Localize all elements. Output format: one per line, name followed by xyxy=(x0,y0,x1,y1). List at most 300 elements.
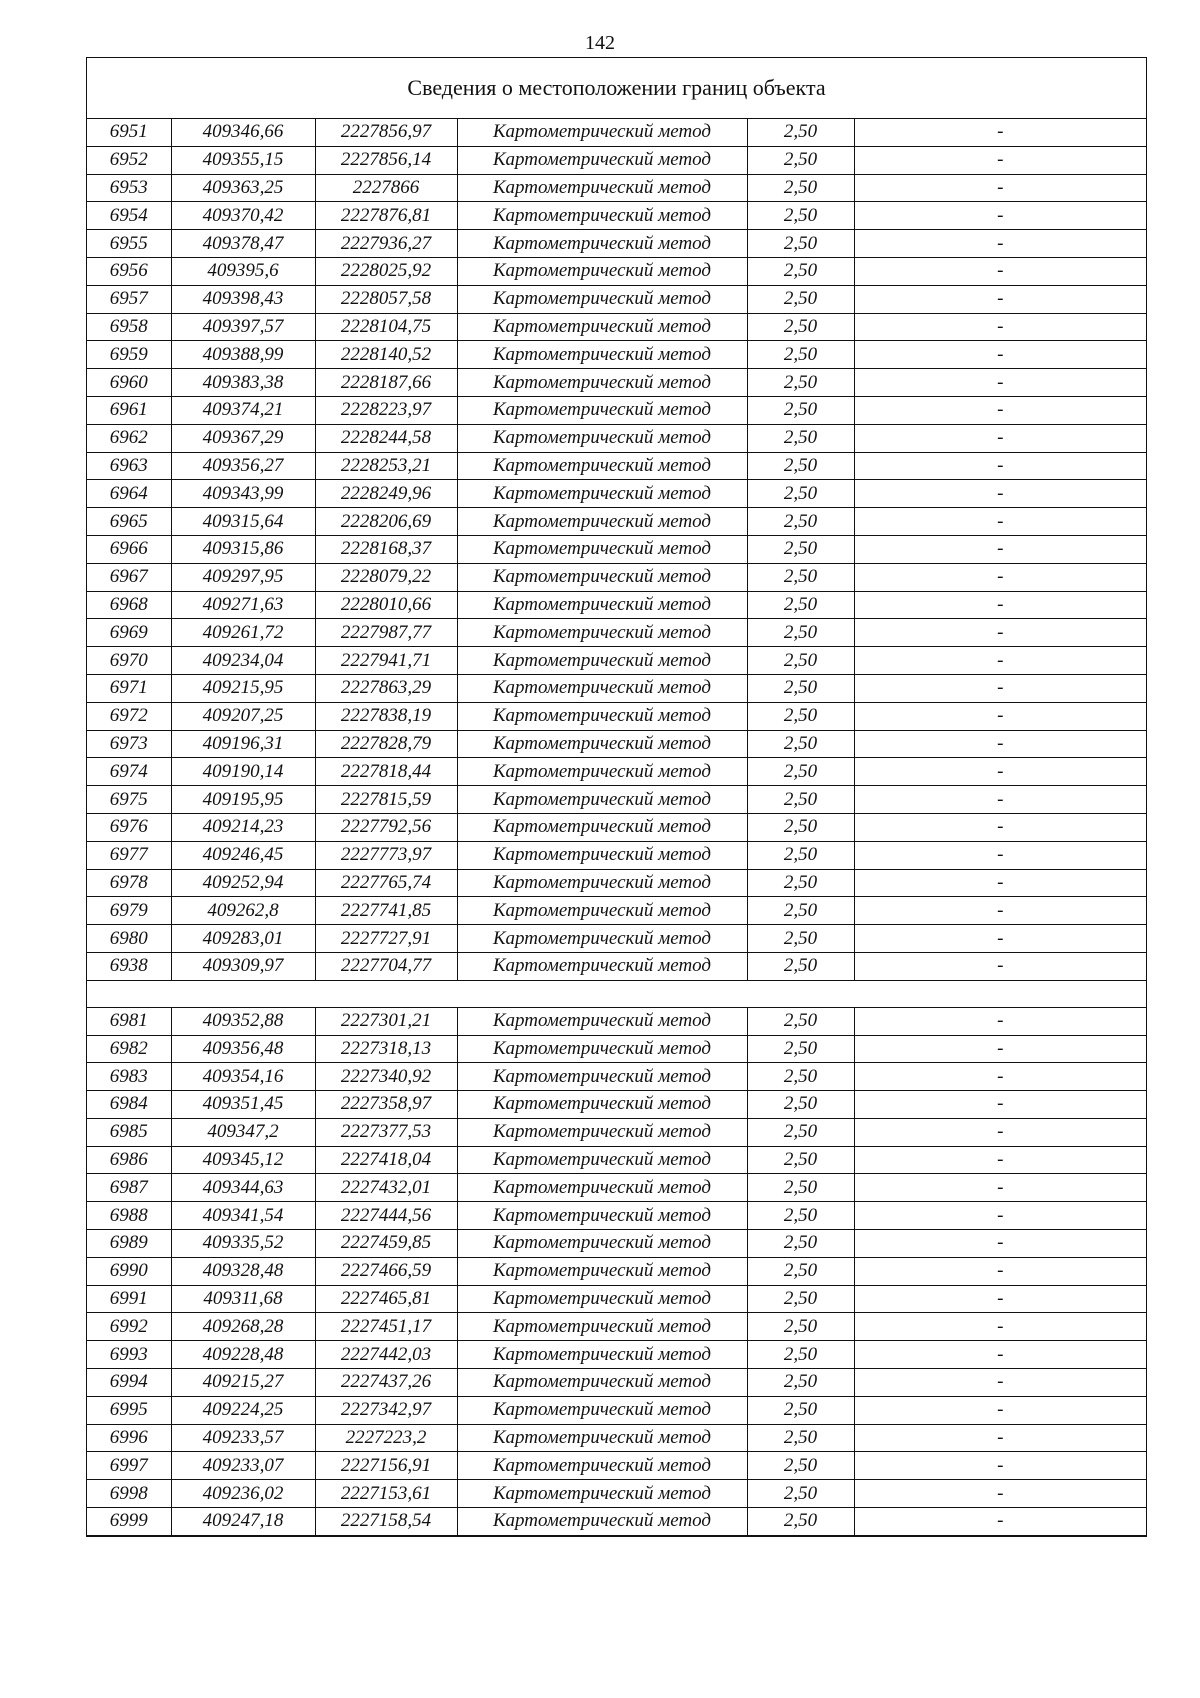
note-cell: - xyxy=(854,508,1146,536)
y-coordinate-cell: 2227741,85 xyxy=(315,897,457,925)
table-row xyxy=(87,257,1146,285)
accuracy-cell: 2,50 xyxy=(747,841,854,869)
accuracy-cell: 2,50 xyxy=(747,1035,854,1063)
accuracy-cell: 2,50 xyxy=(747,341,854,369)
point-number-cell: 6989 xyxy=(87,1230,171,1258)
accuracy-cell: 2,50 xyxy=(747,647,854,675)
point-number-cell: 6985 xyxy=(87,1118,171,1146)
table-row xyxy=(87,1396,1146,1424)
method-cell: Картометрический метод xyxy=(457,424,747,452)
x-coordinate-cell: 409283,01 xyxy=(171,925,315,953)
method-cell: Картометрический метод xyxy=(457,1174,747,1202)
accuracy-cell: 2,50 xyxy=(747,396,854,424)
y-coordinate-cell: 2227358,97 xyxy=(315,1091,457,1119)
y-coordinate-cell: 2227828,79 xyxy=(315,730,457,758)
point-number-cell: 6966 xyxy=(87,535,171,563)
method-cell: Картометрический метод xyxy=(457,119,747,146)
x-coordinate-cell: 409351,45 xyxy=(171,1091,315,1119)
method-cell: Картометрический метод xyxy=(457,230,747,258)
table-row xyxy=(87,1257,1146,1285)
point-number-cell: 6960 xyxy=(87,369,171,397)
point-number-cell: 6952 xyxy=(87,146,171,174)
x-coordinate-cell: 409195,95 xyxy=(171,786,315,814)
table-row xyxy=(87,369,1146,397)
method-cell: Картометрический метод xyxy=(457,1313,747,1341)
point-number-cell: 6955 xyxy=(87,230,171,258)
point-number-cell: 6967 xyxy=(87,563,171,591)
note-cell: - xyxy=(854,702,1146,730)
x-coordinate-cell: 409355,15 xyxy=(171,146,315,174)
accuracy-cell: 2,50 xyxy=(747,674,854,702)
table-row xyxy=(87,1369,1146,1397)
y-coordinate-cell: 2227765,74 xyxy=(315,869,457,897)
page-number: 142 xyxy=(585,32,615,54)
point-number-cell: 6957 xyxy=(87,285,171,313)
accuracy-cell: 2,50 xyxy=(747,230,854,258)
note-cell: - xyxy=(854,813,1146,841)
y-coordinate-cell: 2228010,66 xyxy=(315,591,457,619)
y-coordinate-cell: 2227866 xyxy=(315,174,457,202)
accuracy-cell: 2,50 xyxy=(747,202,854,230)
point-number-cell: 6986 xyxy=(87,1146,171,1174)
table-row xyxy=(87,1424,1146,1452)
point-number-cell: 6963 xyxy=(87,452,171,480)
table-row xyxy=(87,535,1146,563)
y-coordinate-cell: 2227941,71 xyxy=(315,647,457,675)
accuracy-cell: 2,50 xyxy=(747,424,854,452)
x-coordinate-cell: 409252,94 xyxy=(171,869,315,897)
note-cell: - xyxy=(854,897,1146,925)
accuracy-cell: 2,50 xyxy=(747,702,854,730)
method-cell: Картометрический метод xyxy=(457,341,747,369)
point-number-cell: 6991 xyxy=(87,1285,171,1313)
y-coordinate-cell: 2227856,97 xyxy=(315,119,457,146)
y-coordinate-cell: 2227153,61 xyxy=(315,1480,457,1508)
accuracy-cell: 2,50 xyxy=(747,1424,854,1452)
table-row xyxy=(87,202,1146,230)
accuracy-cell: 2,50 xyxy=(747,1313,854,1341)
y-coordinate-cell: 2227418,04 xyxy=(315,1146,457,1174)
note-cell: - xyxy=(854,925,1146,953)
table-row xyxy=(87,813,1146,841)
x-coordinate-cell: 409228,48 xyxy=(171,1341,315,1369)
method-cell: Картометрический метод xyxy=(457,313,747,341)
x-coordinate-cell: 409398,43 xyxy=(171,285,315,313)
accuracy-cell: 2,50 xyxy=(747,1118,854,1146)
y-coordinate-cell: 2227451,17 xyxy=(315,1313,457,1341)
method-cell: Картометрический метод xyxy=(457,1230,747,1258)
note-cell: - xyxy=(854,1035,1146,1063)
x-coordinate-cell: 409346,66 xyxy=(171,119,315,146)
y-coordinate-cell: 2228079,22 xyxy=(315,563,457,591)
x-coordinate-cell: 409261,72 xyxy=(171,619,315,647)
y-coordinate-cell: 2227459,85 xyxy=(315,1230,457,1258)
point-number-cell: 6996 xyxy=(87,1424,171,1452)
table-row xyxy=(87,674,1146,702)
x-coordinate-cell: 409328,48 xyxy=(171,1257,315,1285)
x-coordinate-cell: 409370,42 xyxy=(171,202,315,230)
table-row xyxy=(87,1230,1146,1258)
accuracy-cell: 2,50 xyxy=(747,1230,854,1258)
point-number-cell: 6973 xyxy=(87,730,171,758)
accuracy-cell: 2,50 xyxy=(747,535,854,563)
coordinates-table xyxy=(87,119,1146,1536)
x-coordinate-cell: 409233,57 xyxy=(171,1424,315,1452)
point-number-cell: 6979 xyxy=(87,897,171,925)
y-coordinate-cell: 2227318,13 xyxy=(315,1035,457,1063)
table-row xyxy=(87,313,1146,341)
x-coordinate-cell: 409383,38 xyxy=(171,369,315,397)
table-row xyxy=(87,1285,1146,1313)
accuracy-cell: 2,50 xyxy=(747,1508,854,1536)
note-cell: - xyxy=(854,1285,1146,1313)
accuracy-cell: 2,50 xyxy=(747,452,854,480)
accuracy-cell: 2,50 xyxy=(747,257,854,285)
point-number-cell: 6992 xyxy=(87,1313,171,1341)
method-cell: Картометрический метод xyxy=(457,508,747,536)
note-cell: - xyxy=(854,841,1146,869)
table-row xyxy=(87,647,1146,675)
y-coordinate-cell: 2227818,44 xyxy=(315,758,457,786)
note-cell: - xyxy=(854,1257,1146,1285)
y-coordinate-cell: 2228249,96 xyxy=(315,480,457,508)
note-cell: - xyxy=(854,1369,1146,1397)
x-coordinate-cell: 409335,52 xyxy=(171,1230,315,1258)
note-cell: - xyxy=(854,1174,1146,1202)
x-coordinate-cell: 409224,25 xyxy=(171,1396,315,1424)
x-coordinate-cell: 409262,8 xyxy=(171,897,315,925)
table-row xyxy=(87,869,1146,897)
method-cell: Картометрический метод xyxy=(457,1118,747,1146)
y-coordinate-cell: 2227444,56 xyxy=(315,1202,457,1230)
x-coordinate-cell: 409309,97 xyxy=(171,952,315,980)
table-row xyxy=(87,591,1146,619)
method-cell: Картометрический метод xyxy=(457,535,747,563)
note-cell: - xyxy=(854,869,1146,897)
point-number-cell: 6993 xyxy=(87,1341,171,1369)
note-cell: - xyxy=(854,758,1146,786)
table-row xyxy=(87,508,1146,536)
x-coordinate-cell: 409356,48 xyxy=(171,1035,315,1063)
point-number-cell: 6964 xyxy=(87,480,171,508)
method-cell: Картометрический метод xyxy=(457,925,747,953)
point-number-cell: 6970 xyxy=(87,647,171,675)
x-coordinate-cell: 409315,64 xyxy=(171,508,315,536)
method-cell: Картометрический метод xyxy=(457,1508,747,1536)
table-row xyxy=(87,758,1146,786)
x-coordinate-cell: 409214,23 xyxy=(171,813,315,841)
accuracy-cell: 2,50 xyxy=(747,619,854,647)
point-number-cell: 6978 xyxy=(87,869,171,897)
point-number-cell: 6999 xyxy=(87,1508,171,1536)
method-cell: Картометрический метод xyxy=(457,758,747,786)
y-coordinate-cell: 2227301,21 xyxy=(315,1007,457,1035)
x-coordinate-cell: 409271,63 xyxy=(171,591,315,619)
x-coordinate-cell: 409297,95 xyxy=(171,563,315,591)
x-coordinate-cell: 409354,16 xyxy=(171,1063,315,1091)
method-cell: Картометрический метод xyxy=(457,619,747,647)
y-coordinate-cell: 2227340,92 xyxy=(315,1063,457,1091)
table-row xyxy=(87,563,1146,591)
point-number-cell: 6971 xyxy=(87,674,171,702)
point-number-cell: 6987 xyxy=(87,1174,171,1202)
method-cell: Картометрический метод xyxy=(457,563,747,591)
point-number-cell: 6983 xyxy=(87,1063,171,1091)
method-cell: Картометрический метод xyxy=(457,480,747,508)
point-number-cell: 6968 xyxy=(87,591,171,619)
x-coordinate-cell: 409207,25 xyxy=(171,702,315,730)
x-coordinate-cell: 409374,21 xyxy=(171,396,315,424)
point-number-cell: 6998 xyxy=(87,1480,171,1508)
y-coordinate-cell: 2227442,03 xyxy=(315,1341,457,1369)
y-coordinate-cell: 2227342,97 xyxy=(315,1396,457,1424)
note-cell: - xyxy=(854,146,1146,174)
method-cell: Картометрический метод xyxy=(457,146,747,174)
method-cell: Картометрический метод xyxy=(457,1202,747,1230)
table-row xyxy=(87,952,1146,980)
x-coordinate-cell: 409363,25 xyxy=(171,174,315,202)
note-cell: - xyxy=(854,424,1146,452)
table-row xyxy=(87,424,1146,452)
point-number-cell: 6976 xyxy=(87,813,171,841)
coordinates-table-body xyxy=(87,119,1146,1535)
note-cell: - xyxy=(854,1118,1146,1146)
accuracy-cell: 2,50 xyxy=(747,1146,854,1174)
table-row xyxy=(87,1091,1146,1119)
y-coordinate-cell: 2227773,97 xyxy=(315,841,457,869)
y-coordinate-cell: 2227465,81 xyxy=(315,1285,457,1313)
note-cell: - xyxy=(854,730,1146,758)
y-coordinate-cell: 2227437,26 xyxy=(315,1369,457,1397)
note-cell: - xyxy=(854,174,1146,202)
y-coordinate-cell: 2227432,01 xyxy=(315,1174,457,1202)
x-coordinate-cell: 409215,95 xyxy=(171,674,315,702)
note-cell: - xyxy=(854,230,1146,258)
note-cell: - xyxy=(854,591,1146,619)
table-row xyxy=(87,285,1146,313)
method-cell: Картометрический метод xyxy=(457,702,747,730)
accuracy-cell: 2,50 xyxy=(747,480,854,508)
method-cell: Картометрический метод xyxy=(457,1480,747,1508)
method-cell: Картометрический метод xyxy=(457,1285,747,1313)
accuracy-cell: 2,50 xyxy=(747,730,854,758)
accuracy-cell: 2,50 xyxy=(747,1091,854,1119)
x-coordinate-cell: 409215,27 xyxy=(171,1369,315,1397)
table-row xyxy=(87,1452,1146,1480)
y-coordinate-cell: 2228223,97 xyxy=(315,396,457,424)
method-cell: Картометрический метод xyxy=(457,1091,747,1119)
x-coordinate-cell: 409344,63 xyxy=(171,1174,315,1202)
y-coordinate-cell: 2227792,56 xyxy=(315,813,457,841)
table-row xyxy=(87,1313,1146,1341)
table-row xyxy=(87,841,1146,869)
accuracy-cell: 2,50 xyxy=(747,1063,854,1091)
table-row xyxy=(87,897,1146,925)
table-row xyxy=(87,230,1146,258)
note-cell: - xyxy=(854,202,1146,230)
point-number-cell: 6981 xyxy=(87,1007,171,1035)
point-number-cell: 6969 xyxy=(87,619,171,647)
note-cell: - xyxy=(854,1230,1146,1258)
accuracy-cell: 2,50 xyxy=(747,1341,854,1369)
method-cell: Картометрический метод xyxy=(457,257,747,285)
note-cell: - xyxy=(854,257,1146,285)
accuracy-cell: 2,50 xyxy=(747,146,854,174)
note-cell: - xyxy=(854,1424,1146,1452)
table-row xyxy=(87,1063,1146,1091)
table-row xyxy=(87,396,1146,424)
note-cell: - xyxy=(854,1341,1146,1369)
y-coordinate-cell: 2228244,58 xyxy=(315,424,457,452)
separator-cell xyxy=(87,980,1146,1007)
point-number-cell: 6980 xyxy=(87,925,171,953)
table-row xyxy=(87,702,1146,730)
y-coordinate-cell: 2227727,91 xyxy=(315,925,457,953)
y-coordinate-cell: 2227987,77 xyxy=(315,619,457,647)
y-coordinate-cell: 2227876,81 xyxy=(315,202,457,230)
x-coordinate-cell: 409352,88 xyxy=(171,1007,315,1035)
table-row xyxy=(87,146,1146,174)
note-cell: - xyxy=(854,535,1146,563)
note-cell: - xyxy=(854,285,1146,313)
point-number-cell: 6988 xyxy=(87,1202,171,1230)
y-coordinate-cell: 2228206,69 xyxy=(315,508,457,536)
method-cell: Картометрический метод xyxy=(457,591,747,619)
section-separator-row xyxy=(87,980,1146,1007)
accuracy-cell: 2,50 xyxy=(747,952,854,980)
table-row xyxy=(87,925,1146,953)
y-coordinate-cell: 2227158,54 xyxy=(315,1508,457,1536)
note-cell: - xyxy=(854,1480,1146,1508)
table-row xyxy=(87,1174,1146,1202)
table-row xyxy=(87,119,1146,146)
y-coordinate-cell: 2228187,66 xyxy=(315,369,457,397)
accuracy-cell: 2,50 xyxy=(747,1285,854,1313)
point-number-cell: 6984 xyxy=(87,1091,171,1119)
table-row xyxy=(87,619,1146,647)
point-number-cell: 6962 xyxy=(87,424,171,452)
note-cell: - xyxy=(854,952,1146,980)
table-row xyxy=(87,1146,1146,1174)
accuracy-cell: 2,50 xyxy=(747,285,854,313)
note-cell: - xyxy=(854,313,1146,341)
note-cell: - xyxy=(854,1313,1146,1341)
accuracy-cell: 2,50 xyxy=(747,897,854,925)
x-coordinate-cell: 409196,31 xyxy=(171,730,315,758)
note-cell: - xyxy=(854,786,1146,814)
method-cell: Картометрический метод xyxy=(457,869,747,897)
method-cell: Картометрический метод xyxy=(457,1007,747,1035)
method-cell: Картометрический метод xyxy=(457,1063,747,1091)
accuracy-cell: 2,50 xyxy=(747,1452,854,1480)
table-row xyxy=(87,452,1146,480)
x-coordinate-cell: 409397,57 xyxy=(171,313,315,341)
x-coordinate-cell: 409345,12 xyxy=(171,1146,315,1174)
point-number-cell: 6997 xyxy=(87,1452,171,1480)
table-row xyxy=(87,1508,1146,1536)
x-coordinate-cell: 409268,28 xyxy=(171,1313,315,1341)
table-row xyxy=(87,1035,1146,1063)
x-coordinate-cell: 409341,54 xyxy=(171,1202,315,1230)
note-cell: - xyxy=(854,396,1146,424)
table-row xyxy=(87,1007,1146,1035)
note-cell: - xyxy=(854,369,1146,397)
note-cell: - xyxy=(854,563,1146,591)
point-number-cell: 6959 xyxy=(87,341,171,369)
point-number-cell: 6977 xyxy=(87,841,171,869)
y-coordinate-cell: 2227815,59 xyxy=(315,786,457,814)
table-row xyxy=(87,1202,1146,1230)
x-coordinate-cell: 409233,07 xyxy=(171,1452,315,1480)
method-cell: Картометрический метод xyxy=(457,1424,747,1452)
y-coordinate-cell: 2228253,21 xyxy=(315,452,457,480)
method-cell: Картометрический метод xyxy=(457,1146,747,1174)
point-number-cell: 6951 xyxy=(87,119,171,146)
method-cell: Картометрический метод xyxy=(457,396,747,424)
method-cell: Картометрический метод xyxy=(457,1257,747,1285)
accuracy-cell: 2,50 xyxy=(747,313,854,341)
note-cell: - xyxy=(854,647,1146,675)
table-row xyxy=(87,174,1146,202)
table-row xyxy=(87,1341,1146,1369)
x-coordinate-cell: 409190,14 xyxy=(171,758,315,786)
point-number-cell: 6956 xyxy=(87,257,171,285)
y-coordinate-cell: 2228168,37 xyxy=(315,535,457,563)
note-cell: - xyxy=(854,1063,1146,1091)
x-coordinate-cell: 409246,45 xyxy=(171,841,315,869)
x-coordinate-cell: 409311,68 xyxy=(171,1285,315,1313)
point-number-cell: 6953 xyxy=(87,174,171,202)
accuracy-cell: 2,50 xyxy=(747,758,854,786)
note-cell: - xyxy=(854,1396,1146,1424)
table-row xyxy=(87,1118,1146,1146)
y-coordinate-cell: 2228104,75 xyxy=(315,313,457,341)
table-title: Сведения о местоположении границ объекта xyxy=(87,58,1146,119)
accuracy-cell: 2,50 xyxy=(747,1174,854,1202)
point-number-cell: 6972 xyxy=(87,702,171,730)
method-cell: Картометрический метод xyxy=(457,1341,747,1369)
point-number-cell: 6958 xyxy=(87,313,171,341)
accuracy-cell: 2,50 xyxy=(747,1202,854,1230)
method-cell: Картометрический метод xyxy=(457,174,747,202)
y-coordinate-cell: 2227223,2 xyxy=(315,1424,457,1452)
point-number-cell: 6994 xyxy=(87,1369,171,1397)
y-coordinate-cell: 2227377,53 xyxy=(315,1118,457,1146)
accuracy-cell: 2,50 xyxy=(747,174,854,202)
method-cell: Картометрический метод xyxy=(457,1396,747,1424)
note-cell: - xyxy=(854,674,1146,702)
x-coordinate-cell: 409395,6 xyxy=(171,257,315,285)
note-cell: - xyxy=(854,1452,1146,1480)
method-cell: Картометрический метод xyxy=(457,674,747,702)
y-coordinate-cell: 2228140,52 xyxy=(315,341,457,369)
note-cell: - xyxy=(854,1091,1146,1119)
table-row xyxy=(87,341,1146,369)
table-row xyxy=(87,1480,1146,1508)
x-coordinate-cell: 409236,02 xyxy=(171,1480,315,1508)
note-cell: - xyxy=(854,1202,1146,1230)
accuracy-cell: 2,50 xyxy=(747,1257,854,1285)
point-number-cell: 6974 xyxy=(87,758,171,786)
accuracy-cell: 2,50 xyxy=(747,1007,854,1035)
table-row xyxy=(87,480,1146,508)
method-cell: Картометрический метод xyxy=(457,285,747,313)
method-cell: Картометрический метод xyxy=(457,730,747,758)
x-coordinate-cell: 409378,47 xyxy=(171,230,315,258)
note-cell: - xyxy=(854,619,1146,647)
accuracy-cell: 2,50 xyxy=(747,563,854,591)
method-cell: Картометрический метод xyxy=(457,1452,747,1480)
